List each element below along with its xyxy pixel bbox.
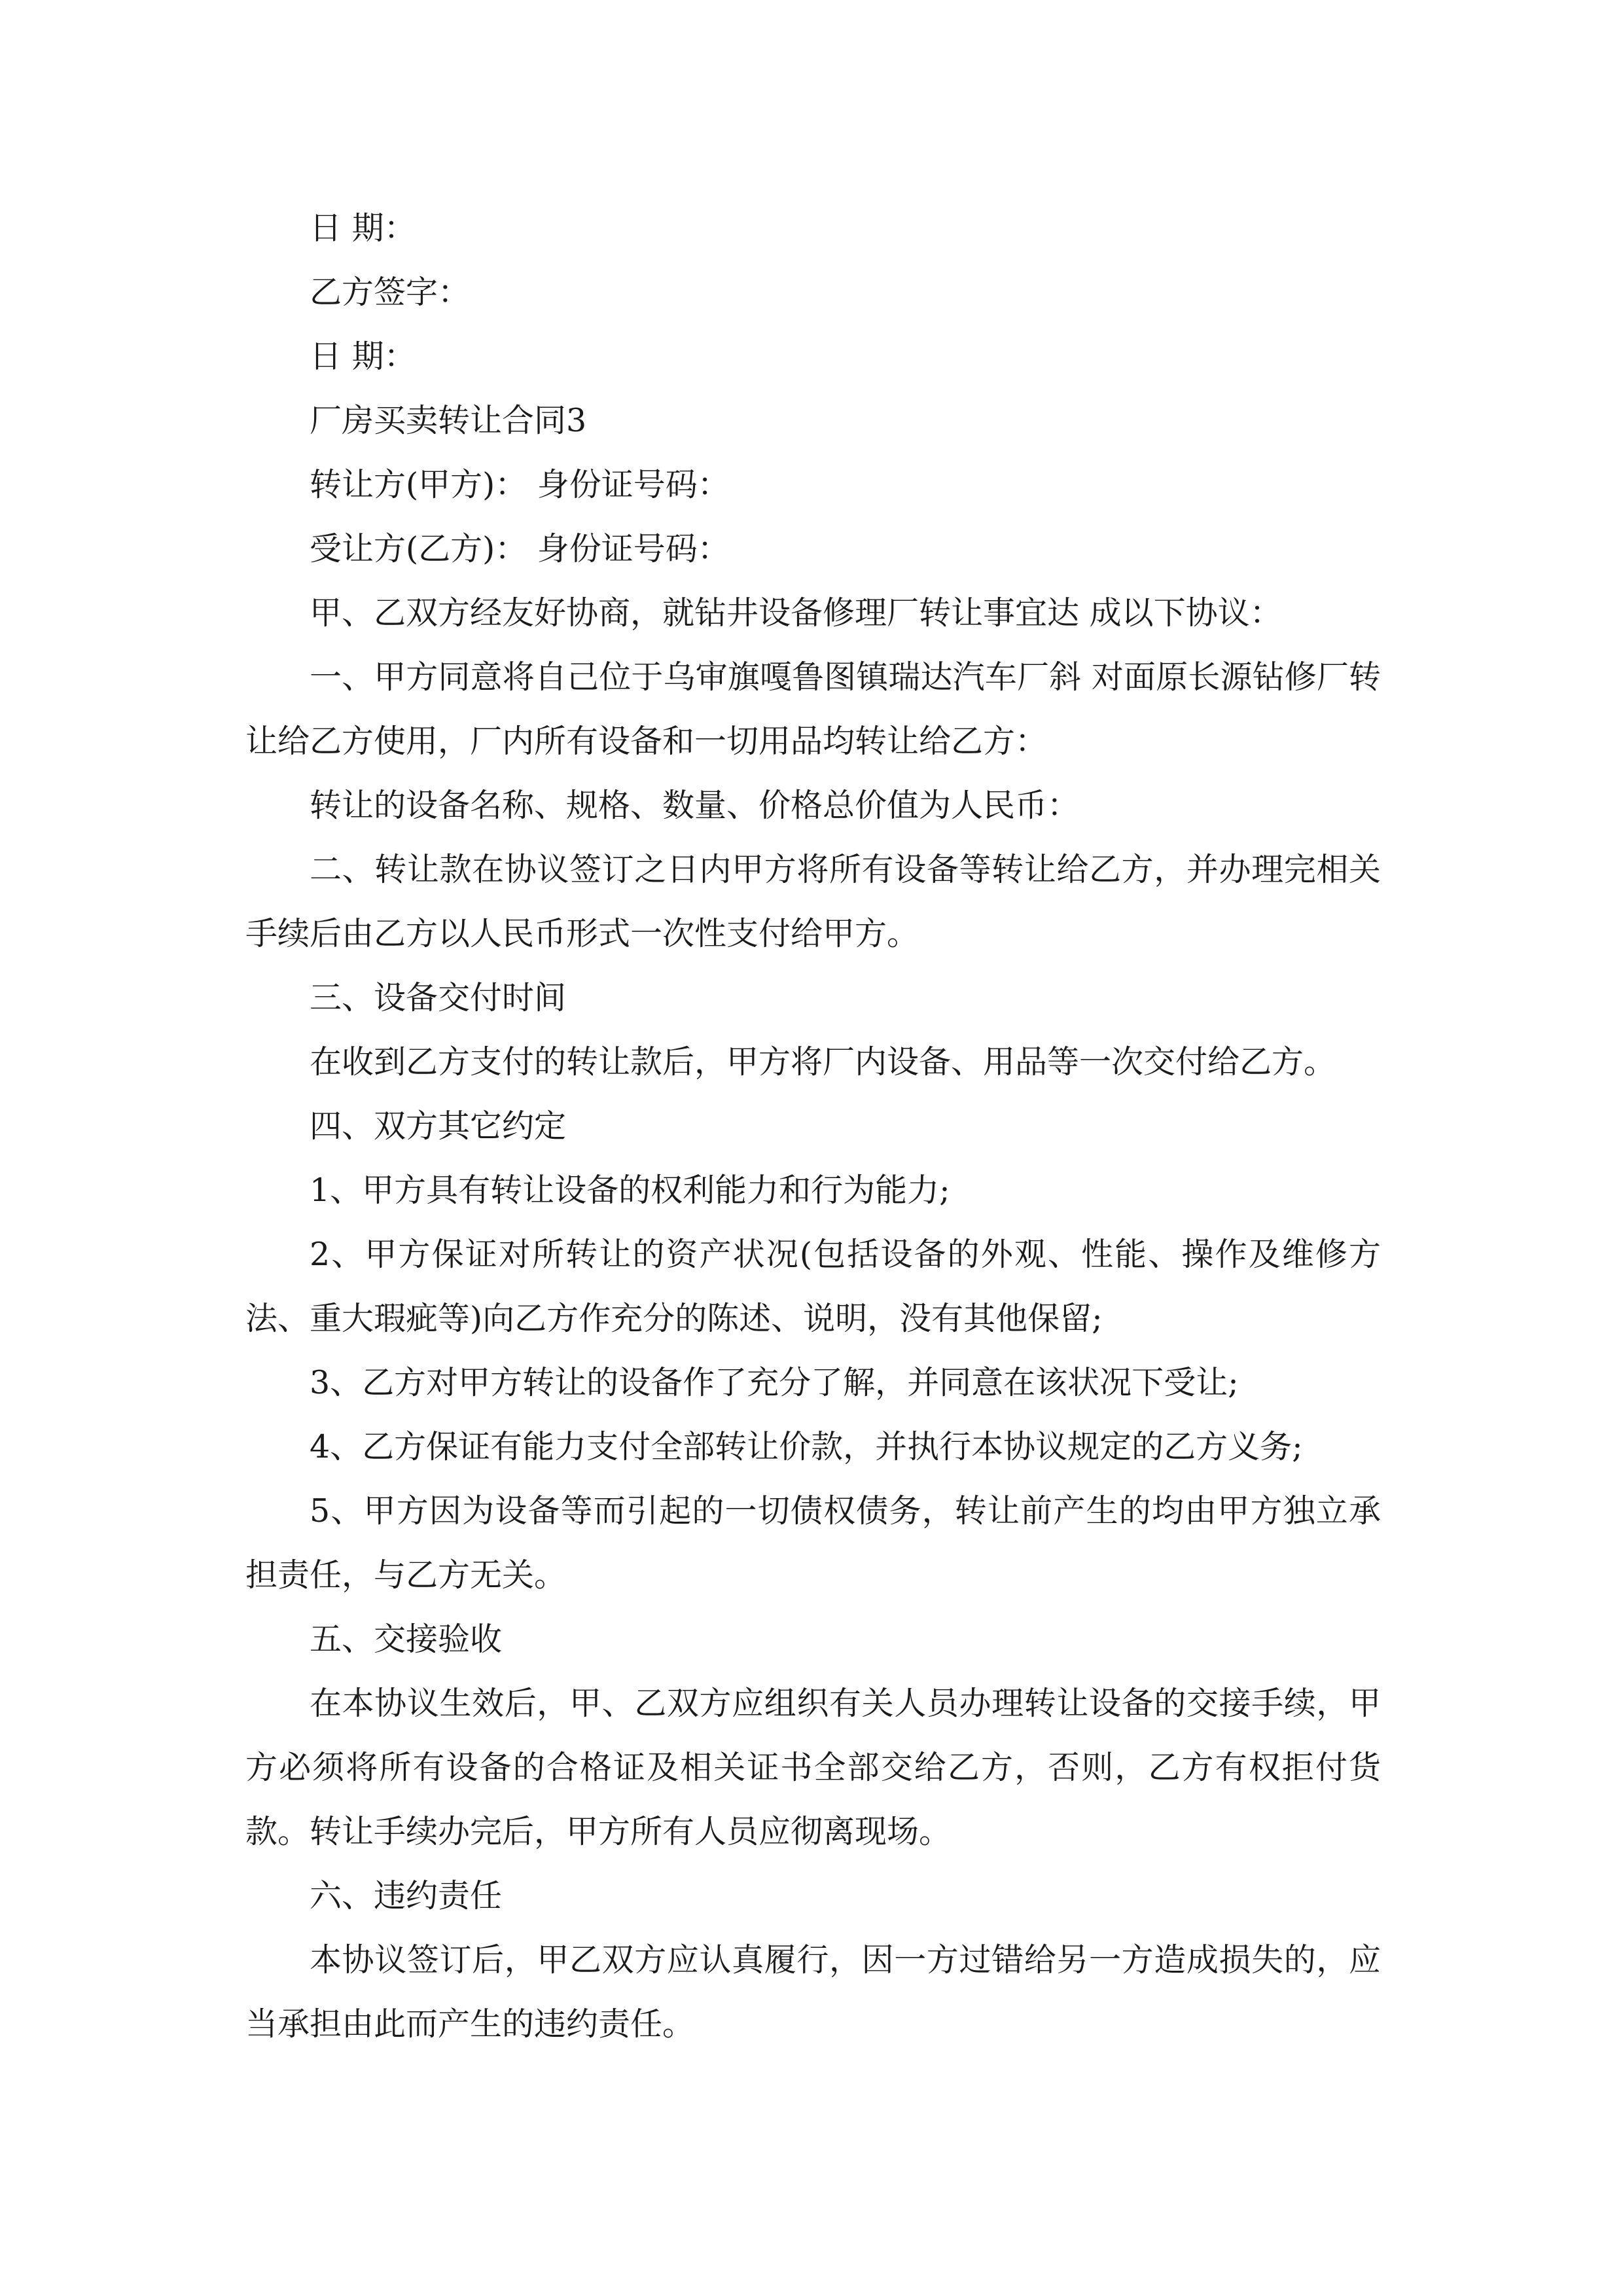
section-4-heading: 四、双方其它约定 [310, 1107, 567, 1145]
section-3-heading: 三、设备交付时间 [310, 979, 567, 1016]
transferee-line: 受让方(乙方)： 身份证号码： [310, 530, 730, 567]
equipment-value-line: 转让的设备名称、规格、数量、价格总价值为人民币： [310, 787, 1080, 824]
date-line-2: 日 期： [310, 338, 416, 375]
date-line-1: 日 期： [310, 209, 416, 247]
section-6-heading: 六、违约责任 [310, 1877, 503, 1914]
party-b-signature-line: 乙方签字： [310, 274, 471, 311]
section-5-body: 在本协议生效后，甲、乙双方应组织有关人员办理转让设备的交接手续，甲方必须将所有设备的合格证及相关证书全部交给乙方，否则，乙方有权拒付货款。转让手续办完后，甲方所有人员应彻离现场。 [245, 1685, 1381, 1850]
section-4-item-2: 2、甲方保证对所转让的资产状况(包括设备的外观、性能、操作及维修方法、重大瑕疵等)向乙方作充分的陈述、说明，没有其他保留; [245, 1236, 1381, 1337]
transferor-line: 转让方(甲方)： 身份证号码： [310, 466, 730, 503]
section-4-item-1: 1、甲方具有转让设备的权利能力和行为能力; [310, 1172, 950, 1209]
section-5-heading: 五、交接验收 [310, 1621, 503, 1658]
agreement-intro: 甲、乙双方经友好协商，就钻井设备修理厂转让事宜达 成以下协议： [310, 594, 1282, 632]
section-4-item-5: 5、甲方因为设备等而引起的一切债权债务，转让前产生的均由甲方独立承担责任，与乙方无关。 [245, 1492, 1381, 1594]
contract-title: 厂房买卖转让合同3 [310, 402, 587, 439]
clause-2: 二、转让款在协议签订之日内甲方将所有设备等转让给乙方，并办理完相关手续后由乙方以人民币形式一次性支付给甲方。 [245, 851, 1381, 952]
section-3-body: 在收到乙方支付的转让款后，甲方将厂内设备、用品等一次交付给乙方。 [310, 1043, 1336, 1081]
section-4-item-4: 4、乙方保证有能力支付全部转让价款，并执行本协议规定的乙方义务; [310, 1428, 1303, 1465]
document-body [245, 196, 1381, 2056]
clause-1: 一、甲方同意将自己位于乌审旗嘎鲁图镇瑞达汽车厂斜 对面原长源钻修厂转让给乙方使用，厂内所有设备和一切用品均转让给乙方： [245, 658, 1381, 760]
section-6-body: 本协议签订后，甲乙双方应认真履行，因一方过错给另一方造成损失的，应当承担由此而产生的违约责任。 [245, 1941, 1381, 2043]
section-4-item-3: 3、乙方对甲方转让的设备作了充分了解，并同意在该状况下受让; [310, 1364, 1239, 1401]
